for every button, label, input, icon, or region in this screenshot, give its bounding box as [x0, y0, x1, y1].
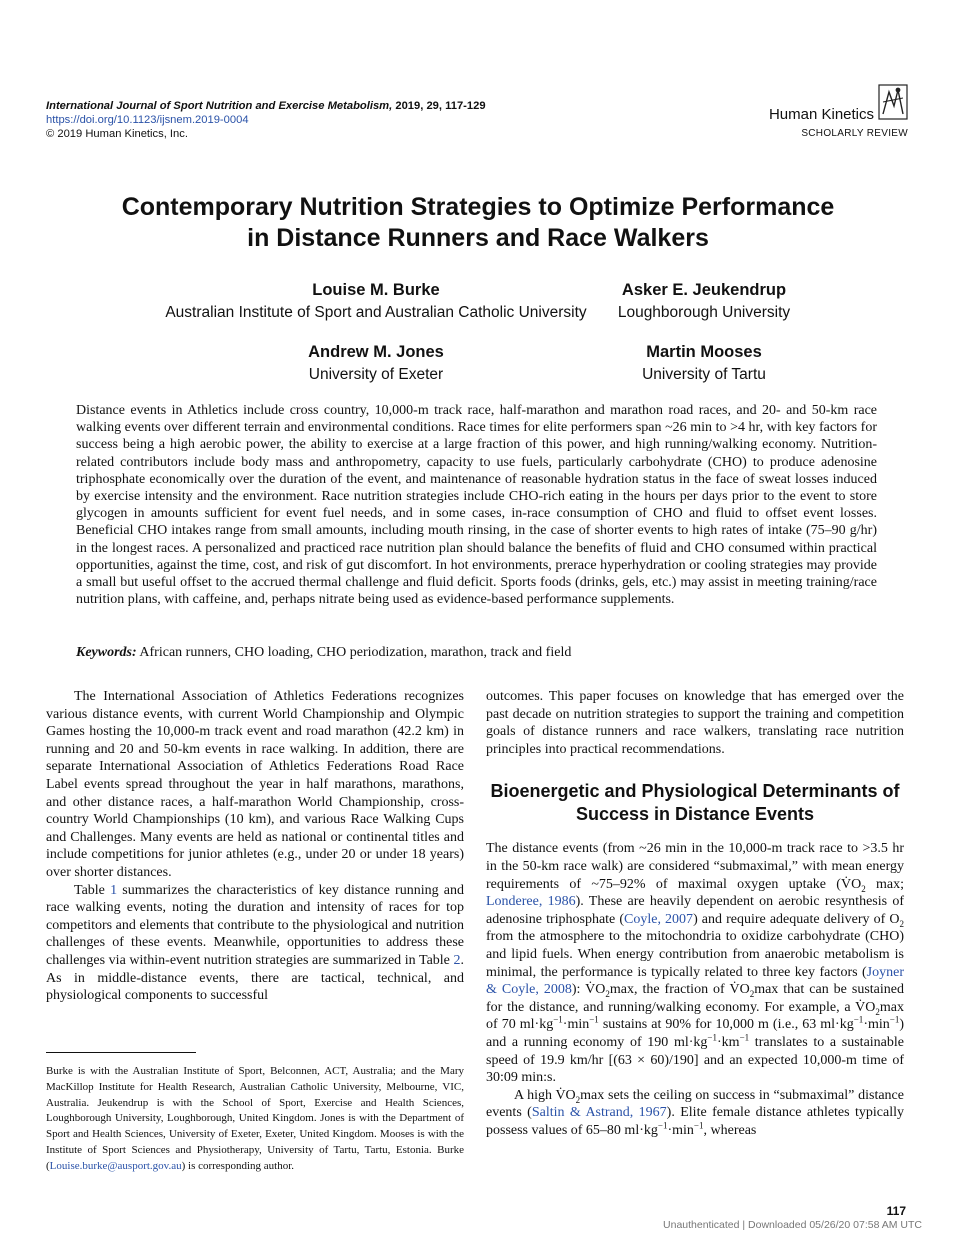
- abstract: Distance events in Athletics include cross country, 10,000-m track race, half-marathon and marathon road races, and 20- and 50-km race walking events over different terrain and environmental conditions. Race times for elite performers span ~26 min to >4 hr, with key factors for success being a high aerobic power, the ability to exercise at a large fraction of this power, and high running/walking economy. Nutrition-related contributors include body mass and anthropometry, capacity to use fuels, particularly carbohydrate (CHO) to produce adenosine triphosphate economically over the duration of the event, and maintenance of reasonable hydration status in the face of sweat losses induced by exercise intensity and the environment. Race nutrition strategies include CHO-rich eating in the hours per days prior to the event to store glycogen in amounts sufficient for event fuel needs, and in some cases, in-race consumption of CHO and fluid to offset event losses. Beneficial CHO intakes range from small amounts, including mouth rinsing, in the case of shorter events to high rates of intake (75–90 g/hr) in the longest races. A personalized and practiced race nutrition plan should balance the benefits of fluid and CHO consumed within practical opportunities, against the time, cost, and risk of gut discomfort. In hot environments, prerace hyperhydration or cooling strategies may provide a small but useful offset to the accrued thermal challenge and fluid deficit. Sports foods (drinks, gels, etc.) may assist in meeting training/race nutrition plans, with caffeine, and, perhaps nitrate being used as evidence-based performance supplements.: [76, 403, 877, 608]
- article-title-line1: Contemporary Nutrition Strategies to Optimize Performance: [121, 193, 835, 221]
- body-paragraph: The distance events (from ~26 min in the 10,000-m track race to >3.5 hr in the 50-km race walk) are considered “submaximal,” with mean energy requirements of ~75–92% of maximal oxygen uptake ($V̇O_2$ max; Londeree, 1986). These are heavily dependent on aerobic resynthesis of adenosine triphosphate (Coyle, 2007) and require adequate delivery of $O_2$ from the atmosphere to the mitochondria to oxidize carbohydrate (CHO) and lipid fuels. When energy contribution from anaerobic metabolism is minimal, the performance is typically related to three key factors (Joyner & Coyle, 2008): $V̇O_2\max$, the fraction of $V̇O_2\max$ that can be sustained for the distance, and running/walking economy. For example, a $V̇O_2\max$ of 70 $ml\cdot kg^{-1}\cdot\min^{-1}$ sustains at 90% for 10,000 m (i.e., 63 $ml\cdot kg^{-1}\cdot\min^{-1}$) and a running economy of 190 $ml\cdot kg^{-1}\cdot km^{-1}$ translates to a sustainable speed of 19.9 km/hr [(63 × 60)/190] and an expected 10,000-m time of 30:09 min:s.: [486, 841, 905, 1086]
- author-mooses: [604, 341, 804, 386]
- ref-coyle-2007[interactable]: Coyle, 2007: [624, 911, 694, 927]
- author-name: Louise M. Burke: [312, 281, 440, 299]
- article-type: SCHOLARLY REVIEW: [801, 128, 908, 139]
- journal-citation-line: [46, 99, 486, 113]
- download-note: Unauthenticated | Downloaded 05/26/20 07:58 AM UTC: [663, 1219, 922, 1231]
- author-burke: [158, 279, 594, 324]
- article-title-line2: in Distance Runners and Race Walkers: [247, 224, 709, 252]
- body-right-column: [486, 688, 904, 1139]
- author-name: Andrew M. Jones: [308, 343, 444, 361]
- author-affiliation: Australian Institute of Sport and Australian Catholic University: [165, 304, 587, 321]
- author-name: Asker E. Jeukendrup: [621, 281, 787, 299]
- keywords-label: Keywords: [76, 645, 132, 660]
- ref-londeree-1986[interactable]: Londeree, 1986: [486, 894, 576, 910]
- table-1-link[interactable]: 1: [110, 882, 118, 898]
- ref-joyner-coyle-2008[interactable]: Joyner & Coyle, 2008: [486, 964, 904, 998]
- corresponding-email-link[interactable]: Louise.burke@ausport.gov.au: [49, 1159, 182, 1172]
- doi-link[interactable]: https://doi.org/10.1123/ijsnem.2019-0004: [46, 114, 249, 126]
- author-affiliation: Loughborough University: [617, 304, 791, 321]
- table-2-link[interactable]: 2: [453, 952, 461, 968]
- body-paragraph: outcomes. This paper focuses on knowledge that has emerged over the past decade on nutrition strategies to support the training and competition goals of distance runners and race walkers, translating race nutrition principles into practical recommendations.: [486, 689, 904, 757]
- journal-volume: 2019, 29, 117-129: [395, 100, 486, 112]
- section-heading: Bioenergetic and Physiological Determinants of Success in Distance Events: [490, 781, 900, 825]
- author-footnote: Burke is with the Australian Institute of Sport, Belconnen, ACT, Australia; and the Mary MacKillop Institute for Health Research, Australian Catholic University, Melbourne, VIC, Australia. Jeukendrup is with the School of Sport, Exercise and Health Sciences, Loughborough University, Loughborough, United Kingdom. Jones is with the Department of Sport and Health Sciences, University of Exeter, Exeter, United Kingdom. Mooses is with the Institute of Sport Sciences and Physiotherapy, University of Tartu, Tartu, Estonia. Burke (Louise.burke@ausport.gov.au) is corresponding author.: [46, 1065, 464, 1172]
- article-title: [0, 192, 956, 254]
- ref-saltin-astrand-1967[interactable]: Saltin & Astrand, 1967: [531, 1105, 667, 1121]
- body-paragraph: Table 1 summarizes the characteristics of key distance running and race walking events, noting the duration and intensity of races for top competitors and elements that contribute to the physiological and nutrition challenges of these events. Meanwhile, opportunities to address these challenges via within-event nutrition strategies are summarized in Table 2. As in middle-distance events, there are tactical, technical, and physiological components to successful: [46, 882, 464, 1004]
- human-kinetics-logo-icon: [878, 84, 908, 120]
- body-paragraph: The International Association of Athletics Federations recognizes various distance events, with current World Championship and Olympic Games hosting the 10,000-m track event and road marathon (42.2 km) in running and 20 and 50-km events in race walking. In addition, there are separate International Association of Athletics Federations Road Race Label events spread throughout the year in half marathons, marathons, and other distance races, a half-marathon World Championship, cross-country World Championships (10 km), and various Race Walking Cups and Challenges. Many events are held as national or continental titles and include competitions for junior athletes (e.g., under 20 or under 18 years) over shorter distances.: [46, 689, 464, 880]
- footnote-divider: [46, 1052, 196, 1053]
- copyright: © 2019 Human Kinetics, Inc.: [46, 128, 188, 140]
- publisher-name: Human Kinetics: [768, 106, 874, 123]
- author-jeukendrup: [604, 279, 804, 324]
- keywords: Keywords: African runners, CHO loading, CHO periodization, marathon, track and field: [76, 645, 572, 660]
- body-left-column: [46, 688, 464, 1005]
- journal-header: [46, 99, 486, 141]
- body-paragraph: A high $V̇O_2\max$ sets the ceiling on success in “submaximal” distance events (Saltin & Astrand, 1967). Elite female distance athletes typically possess values of 65–80 $ml\cdot kg^{-1}\cdot\min^{-1}$, whereas: [486, 1087, 904, 1138]
- author-affiliation: University of Exeter: [308, 366, 444, 383]
- page-number: 117: [886, 1204, 906, 1218]
- author-name: Martin Mooses: [646, 343, 762, 361]
- keywords-text: African runners, CHO loading, CHO periodization, marathon, track and field: [139, 645, 572, 660]
- journal-title: International Journal of Sport Nutrition and Exercise Metabolism,: [46, 100, 393, 112]
- author-jones: [256, 341, 496, 386]
- author-affiliation: University of Tartu: [642, 366, 766, 383]
